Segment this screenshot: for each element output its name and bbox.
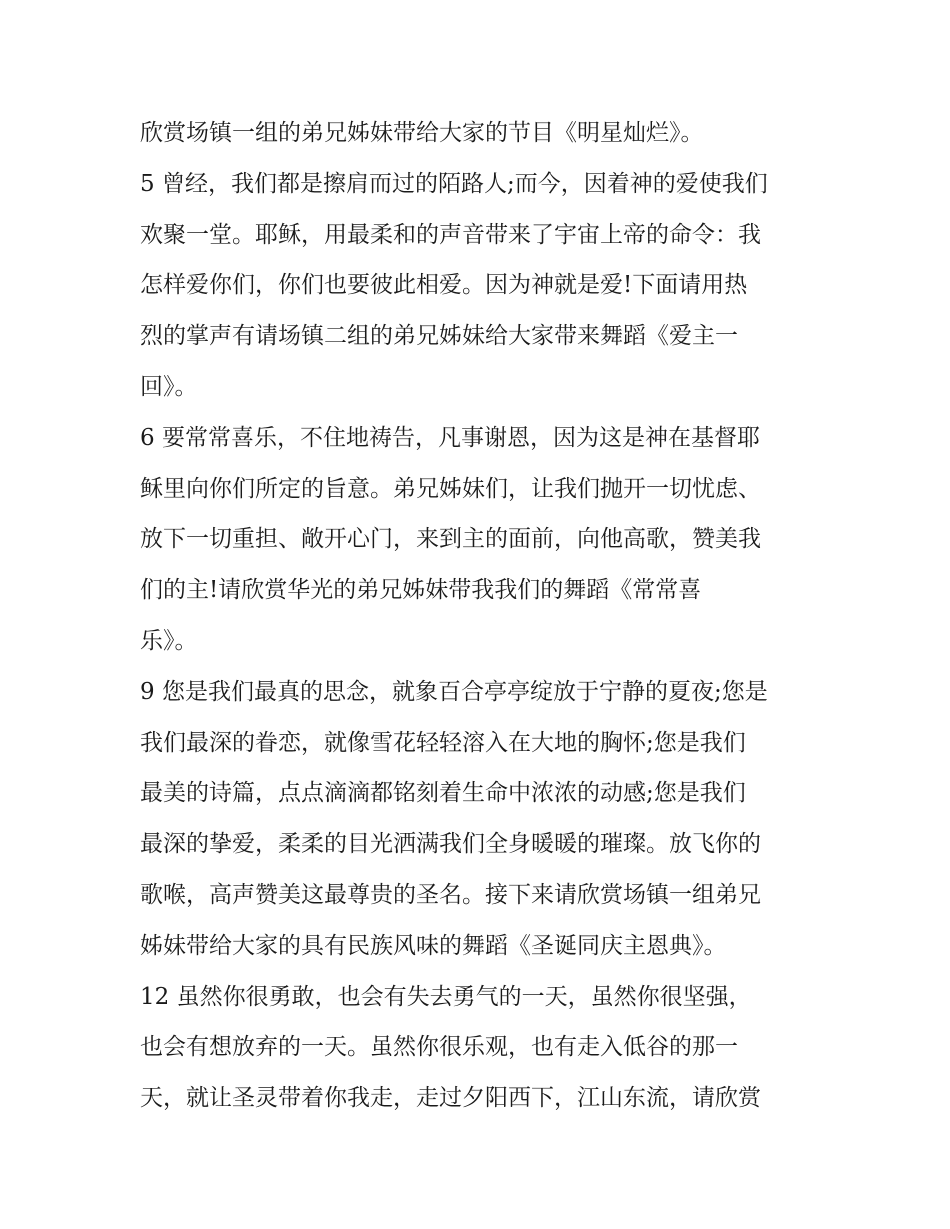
text-line-11: 乐》。: [140, 627, 198, 654]
text-line-16: 歌喉，高声赞美这最尊贵的圣名。接下来请欣赏场镇一组弟兄: [140, 881, 761, 908]
text-line-8: 稣里向你们所定的旨意。弟兄姊妹们，让我们抛开一切忧虑、: [140, 475, 761, 502]
text-line-5: 烈的掌声有请场镇二组的弟兄姊妹给大家带来舞蹈《爱主一: [140, 323, 738, 350]
text-line-14: 最美的诗篇，点点滴滴都铭刻着生命中浓浓的动感;您是我们: [140, 780, 746, 807]
text-line-1: 欣赏场镇一组的弟兄姊妹带给大家的节目《明星灿烂》。: [140, 120, 704, 146]
text-line-6: 回》。: [140, 373, 198, 400]
text-line-18: 12 虽然你很勇敢，也会有失去勇气的一天，虽然你很坚强，: [140, 983, 752, 1010]
text-line-13: 我们最深的眷恋，就像雪花轻轻溶入在大地的胸怀;您是我们: [140, 729, 746, 756]
text-line-15: 最深的挚爱，柔柔的目光洒满我们全身暖暖的璀璨。放飞你的: [140, 831, 761, 858]
text-line-9: 放下一切重担、敞开心门，来到主的面前，向他高歌，赞美我: [140, 526, 761, 553]
text-line-10: 们的主!请欣赏华光的弟兄姊妹带我我们的舞蹈《常常喜: [140, 577, 702, 604]
text-line-20: 天，就让圣灵带着你我走，走过夕阳西下，江山东流，请欣赏: [140, 1085, 761, 1112]
text-line-19: 也会有想放弃的一天。虽然你很乐观，也有走入低谷的那一: [140, 1034, 738, 1061]
text-line-4: 怎样爱你们，你们也要彼此相爱。因为神就是爱!下面请用热: [140, 272, 748, 299]
text-line-17: 姊妹带给大家的具有民族风味的舞蹈《圣诞同庆主恩典》。: [140, 932, 727, 959]
text-line-2: 5 曾经，我们都是擦肩而过的陌路人;而今，因着神的爱使我们: [140, 170, 768, 197]
text-line-7: 6 要常常喜乐，不住地祷告，凡事谢恩，因为这是神在基督耶: [140, 424, 760, 451]
document-body: [140, 108, 820, 1124]
text-line-12: 9 您是我们最真的思念，就象百合亭亭绽放于宁静的夏夜;您是: [140, 678, 768, 705]
text-line-3: 欢聚一堂。耶稣，用最柔和的声音带来了宇宙上帝的命令：我: [140, 221, 761, 248]
